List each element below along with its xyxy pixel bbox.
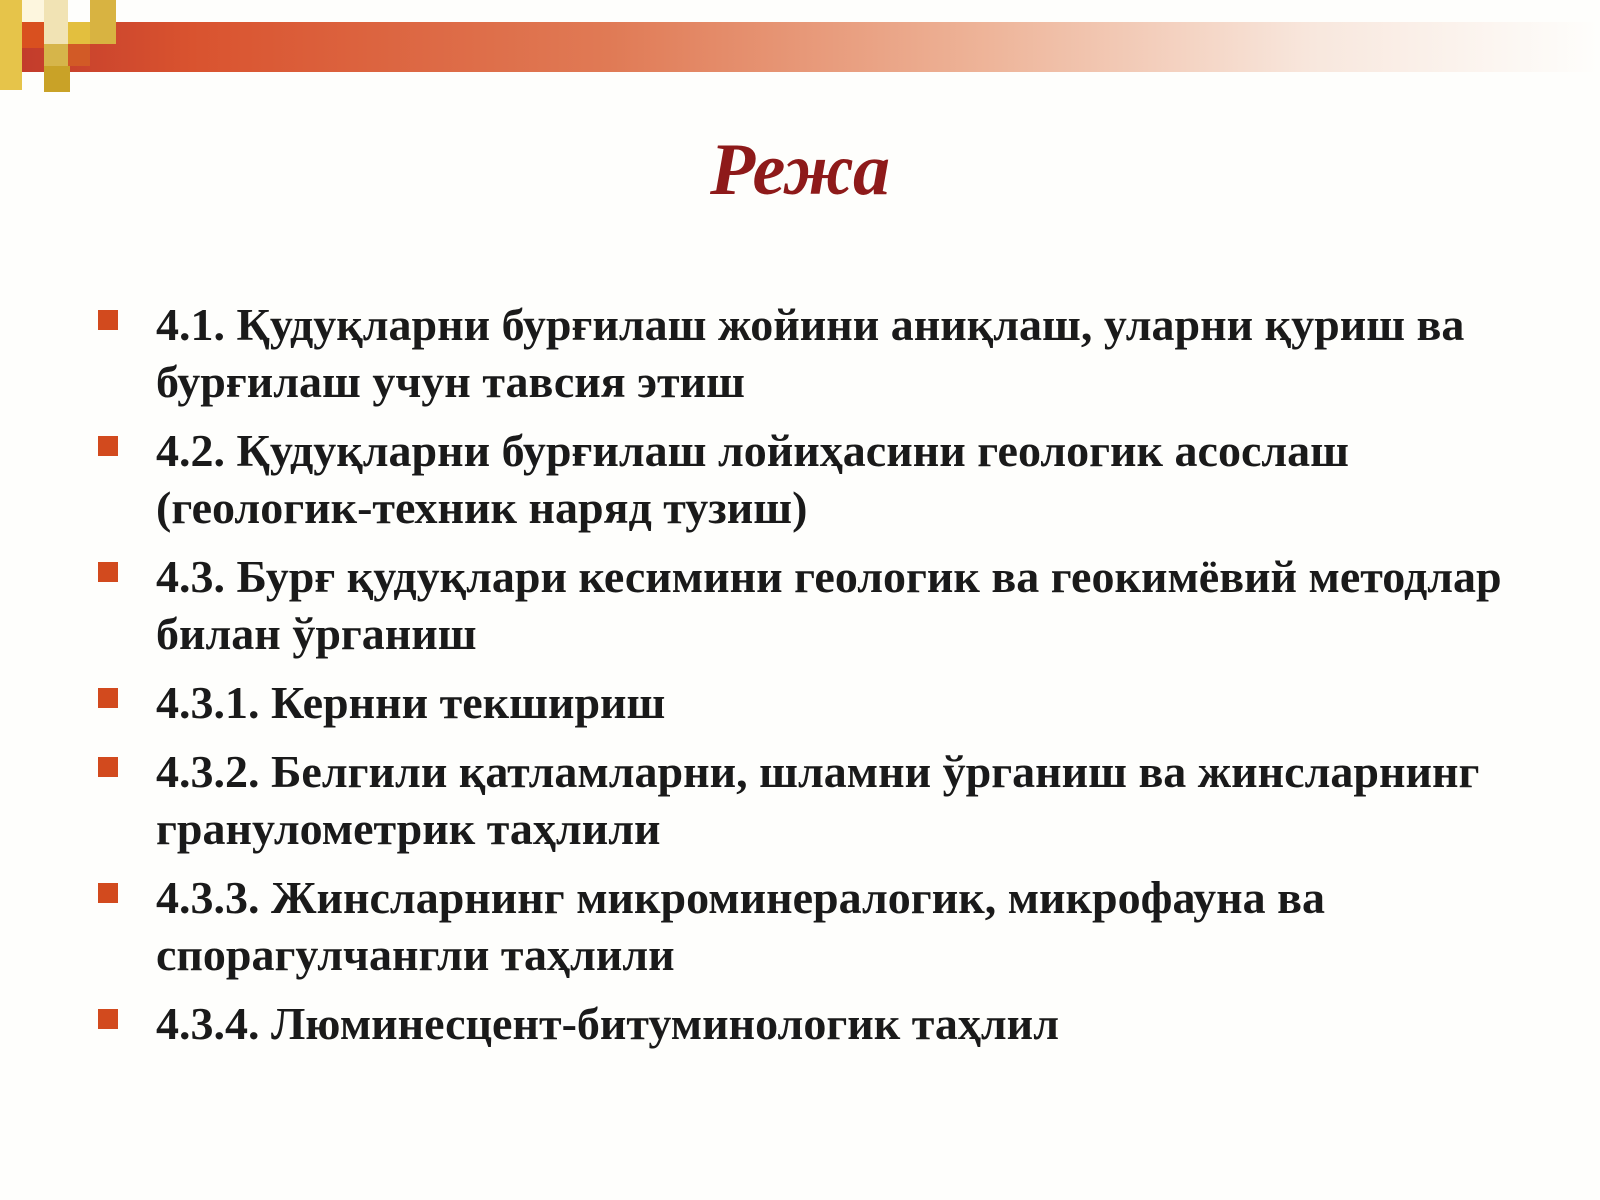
list-item	[98, 743, 1568, 857]
bullet-text: 4.2. Қудуқларни бурғилаш лойиҳасини геологик асослаш (геологик-техник наряд тузиш)	[156, 425, 1350, 533]
bullet-list	[98, 296, 1568, 1064]
square-bullet-icon	[98, 883, 118, 903]
checkered-squares-logo	[0, 0, 130, 100]
square-bullet-icon	[98, 436, 118, 456]
bullet-text: 4.3.2. Белгили қатламларни, шламни ўрганиш ва жинсларнинг гранулометрик таҳлили	[156, 746, 1480, 854]
square-bullet-icon	[98, 310, 118, 330]
square-bullet-icon	[98, 688, 118, 708]
square-bullet-icon	[98, 562, 118, 582]
header-gradient-bar	[0, 22, 1600, 72]
list-item	[98, 869, 1568, 983]
bullet-text: 4.3. Бурғ қудуқлари кесимини геологик ва геокимёвий методлар билан ўрганиш	[156, 551, 1502, 659]
list-item	[98, 674, 1568, 731]
list-item	[98, 548, 1568, 662]
list-item	[98, 296, 1568, 410]
square-bullet-icon	[98, 757, 118, 777]
square-bullet-icon	[98, 1009, 118, 1029]
slide-title: Режа	[709, 129, 890, 211]
bullet-text: 4.3.1. Кернни текшириш	[156, 677, 666, 728]
bullet-text: 4.3.4. Люминесцент-битуминологик таҳлил	[156, 998, 1059, 1049]
bullet-text: 4.1. Қудуқларни бурғилаш жойини аниқлаш, уларни қуриш ва бурғилаш учун тавсия этиш	[156, 299, 1465, 407]
list-item	[98, 995, 1568, 1052]
bullet-text: 4.3.3. Жинсларнинг микроминералогик, микрофауна ва спорагулчангли таҳлили	[156, 872, 1325, 980]
list-item	[98, 422, 1568, 536]
